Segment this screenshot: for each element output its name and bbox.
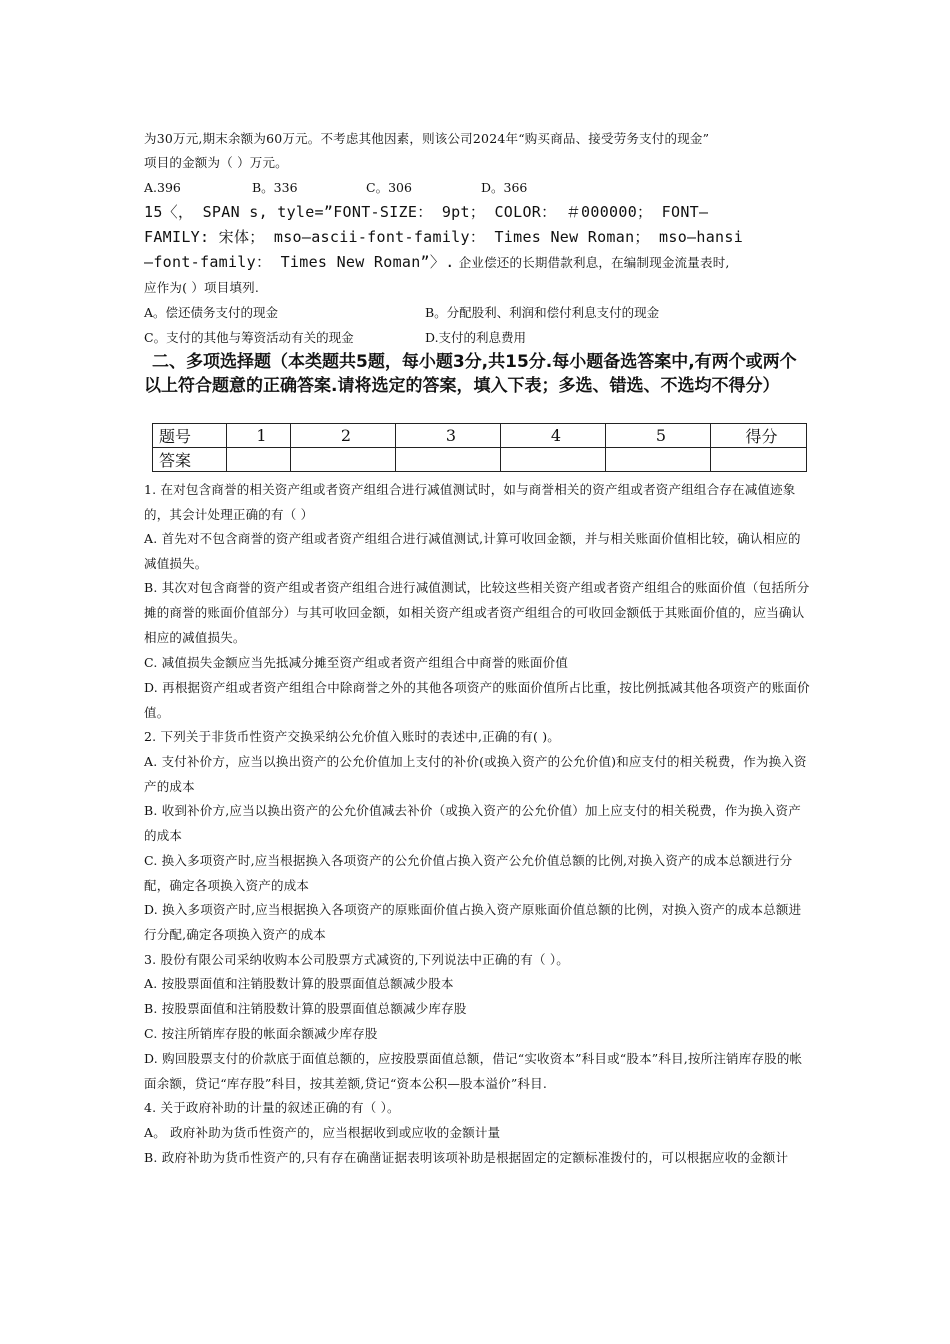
q15-option-c: C。支付的其他与筹资活动有关的现金 xyxy=(144,330,354,345)
q15-line-2: FAMILY: 宋体； mso—ascii-font-family： Times New Roman； mso—hansi xyxy=(144,228,744,246)
answer-cell-1[interactable] xyxy=(227,448,291,472)
answer-table-row-label: 答案 xyxy=(153,448,227,472)
answer-cell-2[interactable] xyxy=(291,448,396,472)
answer-table-header-4: 4 xyxy=(501,424,606,448)
answer-cell-score[interactable] xyxy=(711,448,807,472)
q1-stem: 1. 在对包含商誉的相关资产组或者资产组组合进行减值测试时，如与商誉相关的资产组或者资产组组合存在减值迹象的，其会计处理正确的有（ ） xyxy=(144,482,796,522)
q4-option-a: A。 政府补助为货币性资产的，应当根据收到或应收的金额计量 xyxy=(144,1125,501,1140)
q1-option-b: B. 其次对包含商誉的资产组或者资产组组合进行减值测试，比较这些相关资产组或者资产组组合的账面价值（包括所分摊的商誉的账面价值部分）与其可收回金额，如相关资产组或者资产组组合的可收回金额低于其账面价值的，应当确认相应的减值损失。 xyxy=(144,580,810,645)
q2-option-a: A. 支付补价方，应当以换出资产的公允价值加上支付的补价(或换入资产的公允价值)和应支付的相关税费，作为换入资产的成本 xyxy=(144,754,807,794)
answer-table-header-label: 题号 xyxy=(153,424,227,448)
answer-table xyxy=(152,423,807,472)
q15-option-d: D.支付的利息费用 xyxy=(425,330,527,345)
q1-option-c: C. 减值损失金额应当先抵减分摊至资产组或者资产组组合中商誉的账面价值 xyxy=(144,655,569,670)
answer-table-header-1: 1 xyxy=(227,424,291,448)
section-2-heading: 二、多项选择题（本类题共5题，每小题3分,共15分.每小题备选答案中,有两个或两个以上符合题意的正确答案.请将选定的答案，填入下表；多选、错选、不选均不得分） xyxy=(144,352,797,396)
answer-table-header-3: 3 xyxy=(396,424,501,448)
intro-option-b: B。336 xyxy=(252,180,298,195)
q3-option-d: D. 购回股票支付的价款底于面值总额的，应按股票面值总额，借记“实收资本”科目或“股本”科目,按所注销库存股的帐面余额，贷记“库存股”科目，按其差额,贷记“资本公积—股本溢价”科目. xyxy=(144,1051,803,1091)
answer-table-answer-row xyxy=(153,448,807,472)
q15-line-3-code: —font-family： Times New Roman”〉. xyxy=(144,253,455,271)
q4-stem: 4. 关于政府补助的计量的叙述正确的有（ ）。 xyxy=(144,1100,400,1115)
answer-table-header-5: 5 xyxy=(606,424,711,448)
q15-line-1: 15〈， SPAN s, tyle=”FONT-SIZE： 9pt； COLOR： ＃000000； FONT— xyxy=(144,203,709,221)
q15-line-3 xyxy=(144,250,812,275)
q3-option-a: A. 按股票面值和注销股数计算的股票面值总额减少股本 xyxy=(144,976,454,991)
intro-line-2: 项目的金额为（ ）万元。 xyxy=(144,155,288,170)
q4-option-b: B. 政府补助为货币性资产的,只有存在确凿证据表明该项补助是根据固定的定额标准拨付的，可以根据应收的金额计 xyxy=(144,1150,789,1165)
q2-stem: 2. 下列关于非货币性资产交换采纳公允价值入账时的表述中,正确的有( )。 xyxy=(144,729,561,744)
answer-cell-5[interactable] xyxy=(606,448,711,472)
intro-option-c: C。306 xyxy=(366,180,412,195)
q15-line-4: 应作为( ）项目填列. xyxy=(144,280,260,295)
intro-option-d: D。366 xyxy=(481,180,528,195)
q2-option-c: C. 换入多项资产时,应当根据换入各项资产的公允价值占换入资产公允价值总额的比例,对换入资产的成本总额进行分配，确定各项换入资产的成本 xyxy=(144,853,793,893)
q1-option-d: D. 再根据资产组或者资产组组合中除商誉之外的其他各项资产的账面价值所占比重，按比例抵减其他各项资产的账面价值。 xyxy=(144,680,810,720)
intro-line-1: 为30万元,期末余额为60万元。不考虑其他因素，则该公司2024年“购买商品、接受劳务支付的现金” xyxy=(144,131,710,146)
q2-option-b: B. 收到补价方,应当以换出资产的公允价值减去补价（或换入资产的公允价值）加上应支付的相关税费，作为换入资产的成本 xyxy=(144,803,801,843)
q15-line-3-text: 企业偿还的长期借款利息，在编制现金流量表时, xyxy=(454,255,730,270)
q3-option-b: B. 按股票面值和注销股数计算的股票面值总额减少库存股 xyxy=(144,1001,467,1016)
q15-option-a: A。偿还债务支付的现金 xyxy=(144,305,279,320)
q3-option-c: C. 按注所销库存股的帐面余额减少库存股 xyxy=(144,1026,378,1041)
intro-option-a: A.396 xyxy=(144,180,181,195)
answer-cell-4[interactable] xyxy=(501,448,606,472)
q3-stem: 3. 股份有限公司采纳收购本公司股票方式减资的,下列说法中正确的有（ ）。 xyxy=(144,952,569,967)
q15-option-b: B。分配股利、利润和偿付利息支付的现金 xyxy=(425,305,660,320)
answer-cell-3[interactable] xyxy=(396,448,501,472)
answer-table-header-2: 2 xyxy=(291,424,396,448)
answer-table-header-row xyxy=(153,424,807,448)
q2-option-d: D. 换入多项资产时,应当根据换入各项资产的原账面价值占换入资产原账面价值总额的比例，对换入资产的成本总额进行分配,确定各项换入资产的成本 xyxy=(144,902,802,942)
answer-table-header-score: 得分 xyxy=(711,424,807,448)
q1-option-a: A. 首先对不包含商誉的资产组或者资产组组合进行减值测试,计算可收回金额，并与相关账面价值相比较，确认相应的减值损失。 xyxy=(144,531,801,571)
